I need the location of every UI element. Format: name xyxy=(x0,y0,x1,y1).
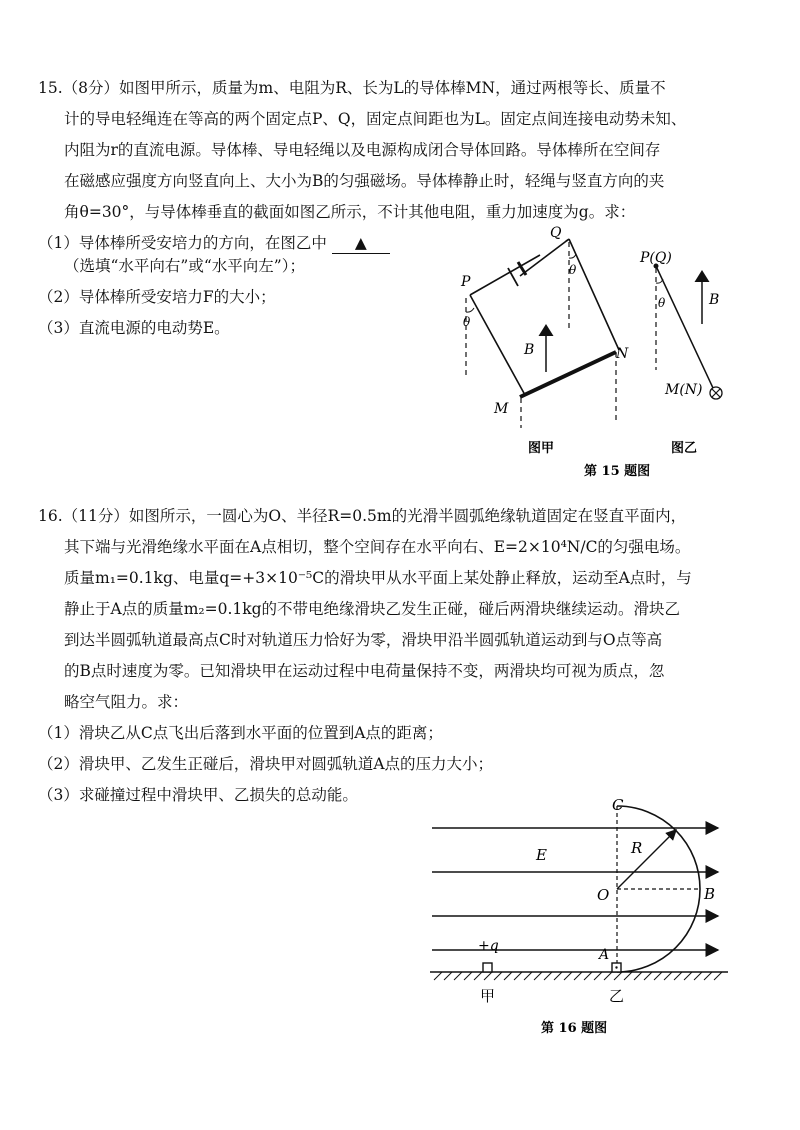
label-charge: +q xyxy=(478,938,499,954)
label-r: R xyxy=(631,839,643,857)
slider-jia xyxy=(483,963,492,972)
q16-line-3: 质量m₁=0.1kg、电量q=+3×10⁻⁵C的滑块甲从水平面上某处静止释放，运动至A点时，与 xyxy=(64,569,692,587)
label-q: Q xyxy=(550,225,562,241)
q15-line-4: 在磁感应强度方向竖直向上、大小为B的匀强磁场。导体棒静止时，轻绳与竖直方向的夹 xyxy=(64,172,665,190)
q15-line-2: 计的导电轻绳连在等高的两个固定点P、Q，固定点间距也为L。固定点间连接电动势未知、 xyxy=(64,110,687,128)
label-p: P xyxy=(461,274,471,290)
label-b: B xyxy=(704,885,716,903)
q16-sub1: （1）滑块乙从C点飞出后落到水平面的位置到A点的距离； xyxy=(38,724,443,742)
answer-blank: ▲ xyxy=(332,233,390,254)
q16-line-6: 的B点时速度为零。已知滑块甲在运动过程中电荷量保持不变，两滑块均可视为质点，忽 xyxy=(64,662,665,680)
q16-sub3: （3）求碰撞过程中滑块甲、乙损失的总动能。 xyxy=(38,786,358,804)
ground-hatching xyxy=(434,972,722,980)
label-a: A xyxy=(599,947,610,963)
label-theta-q: θ xyxy=(569,263,577,277)
figure-15-caption: 第 15 题图 xyxy=(584,464,651,479)
label-e: E xyxy=(536,846,547,864)
label-b-yi: B xyxy=(709,292,720,308)
label-mn: M(N) xyxy=(665,382,703,398)
label-pq: P(Q) xyxy=(640,250,672,266)
label-o: O xyxy=(597,886,610,904)
label-yi: 乙 xyxy=(609,987,625,1005)
label-theta-yi: θ xyxy=(658,296,666,310)
label-c: C xyxy=(612,796,624,814)
q16-line-4: 静止于A点的质量m₂=0.1kg的不带电绝缘滑块乙发生正碰，碰后两滑块继续运动。滑块乙 xyxy=(64,600,681,618)
q16-line-5: 到达半圆弧轨道最高点C时对轨道压力恰好为零，滑块甲沿半圆弧轨道运动到与O点等高 xyxy=(64,631,663,649)
q16-line-2: 其下端与光滑绝缘水平面在A点相切，整个空间存在水平向右、E=2×10⁴N/C的匀强电场。 xyxy=(64,538,691,556)
q16-line-7: 略空气阻力。求： xyxy=(64,693,189,711)
radius-arrow xyxy=(617,830,676,889)
label-theta-p: θ xyxy=(463,315,471,329)
label-b-jia: B xyxy=(524,342,535,358)
q16-line-1: 16.（11分）如图所示，一圆心为O、半径R=0.5m的光滑半圆弧绝缘轨道固定在竖直平面内， xyxy=(38,507,687,525)
caption-yi: 图乙 xyxy=(671,441,698,456)
q15-sub3: （3）直流电源的电动势E。 xyxy=(38,319,230,337)
figure-16-caption: 第 16 题图 xyxy=(541,1021,608,1036)
q15-line-5: 角θ=30°，与导体棒垂直的截面如图乙所示，不计其他电阻，重力加速度为g。求： xyxy=(64,203,636,221)
q15-sub2: （2）导体棒所受安培力F的大小； xyxy=(38,288,276,306)
q15-sub1-text: （1）导体棒所受安培力的方向，在图乙中 xyxy=(38,234,327,252)
q15-line-3: 内阻为r的直流电源。导体棒、导电轻绳以及电源构成闭合导体回路。导体棒所在空间存 xyxy=(64,141,661,159)
q15-sub1-options: （选填“水平向右”或“水平向左”）； xyxy=(64,257,305,275)
label-jia: 甲 xyxy=(480,987,496,1005)
label-m: M xyxy=(494,401,509,417)
q16-sub2: （2）滑块甲、乙发生正碰后，滑块甲对圆弧轨道A点的压力大小； xyxy=(38,755,494,773)
caption-jia: 图甲 xyxy=(528,441,555,456)
label-n: N xyxy=(616,346,629,362)
q15-line-1: 15.（8分）如图甲所示，质量为m、电阻为R、长为L的导体棒MN，通过两根等长、质量不 xyxy=(38,79,666,97)
